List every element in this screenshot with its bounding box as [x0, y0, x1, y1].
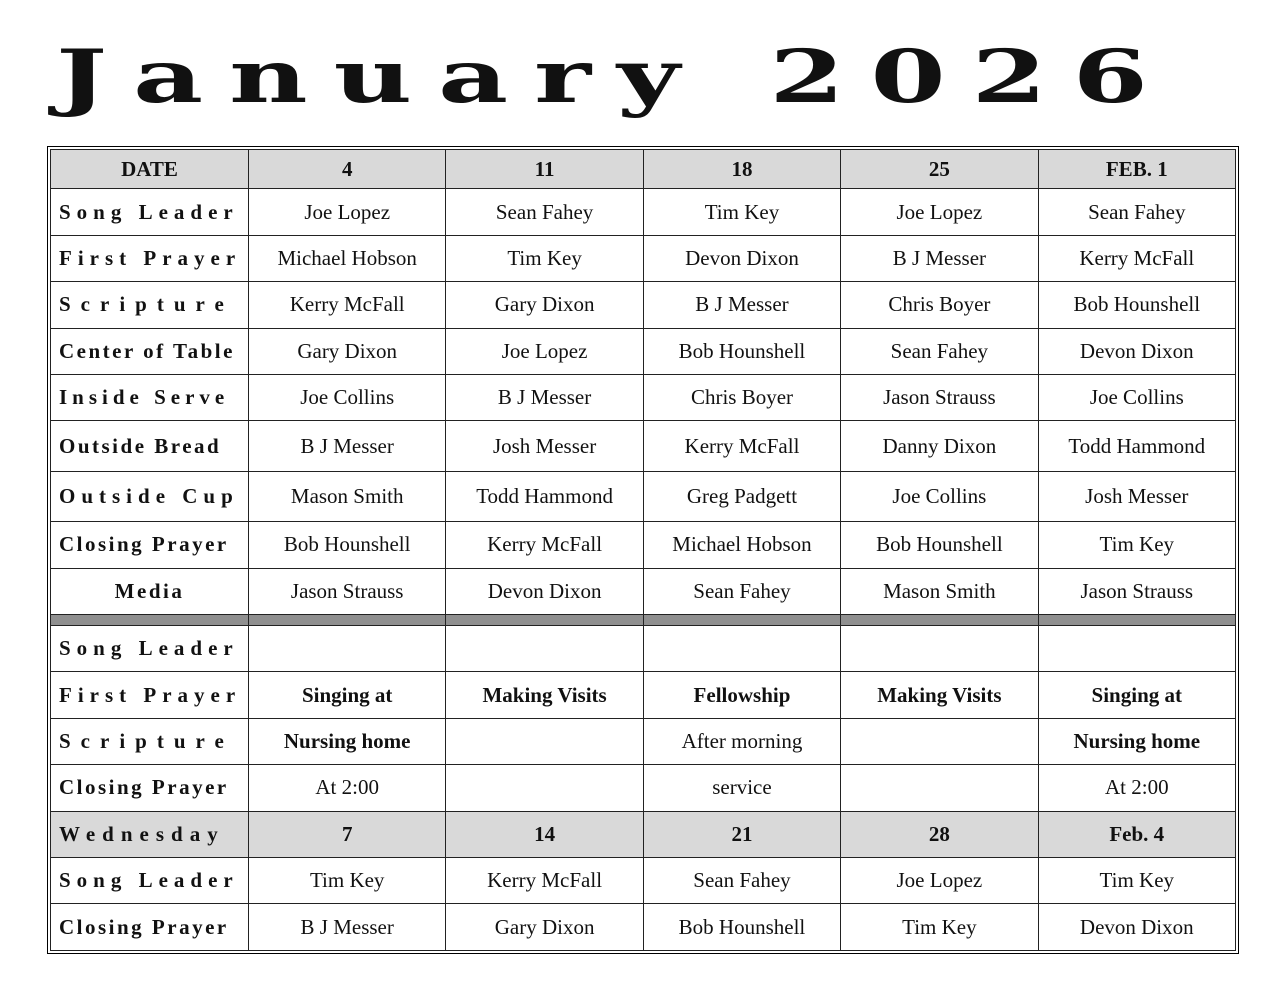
- assignment-cell: Tim Key: [249, 858, 446, 904]
- wednesday-header-row: [51, 811, 1236, 857]
- assignment-cell: At 2:00: [1038, 765, 1235, 811]
- date-cell: 14: [446, 811, 643, 857]
- assignment-cell: Joe Lopez: [841, 189, 1038, 235]
- assignment-cell: Kerry McFall: [1038, 235, 1235, 281]
- assignment-cell: After morning: [643, 718, 840, 764]
- date-cell: 7: [249, 811, 446, 857]
- assignment-cell: Making Visits: [841, 672, 1038, 718]
- section-divider: [51, 614, 1236, 625]
- assignment-cell: Tim Key: [643, 189, 840, 235]
- role-label: Center of Table: [51, 328, 249, 374]
- role-label: Closing Prayer: [51, 522, 249, 568]
- role-label: Song Leader: [51, 189, 249, 235]
- schedule-table: [50, 149, 1236, 951]
- assignment-cell: service: [643, 765, 840, 811]
- assignment-cell: Todd Hammond: [1038, 421, 1235, 471]
- assignment-cell: Singing at: [249, 672, 446, 718]
- divider-cell: [1038, 614, 1235, 625]
- assignment-cell: Joe Lopez: [249, 189, 446, 235]
- assignment-cell: Bob Hounshell: [643, 328, 840, 374]
- role-label: Outside Cup: [51, 471, 249, 521]
- assignment-cell: Todd Hammond: [446, 471, 643, 521]
- assignment-cell: Josh Messer: [446, 421, 643, 471]
- table-row: [51, 522, 1236, 568]
- date-cell: 21: [643, 811, 840, 857]
- date-cell: 11: [446, 150, 643, 189]
- assignment-cell: [446, 626, 643, 672]
- assignment-cell: [249, 626, 446, 672]
- assignment-cell: Fellowship: [643, 672, 840, 718]
- assignment-cell: Sean Fahey: [1038, 189, 1235, 235]
- assignment-cell: Michael Hobson: [643, 522, 840, 568]
- date-header: DATE: [51, 150, 249, 189]
- assignment-cell: Singing at: [1038, 672, 1235, 718]
- table-row: [51, 235, 1236, 281]
- role-label: Scripture: [51, 282, 249, 328]
- assignment-cell: Tim Key: [1038, 858, 1235, 904]
- assignment-cell: Nursing home: [249, 718, 446, 764]
- role-label: Inside Serve: [51, 374, 249, 420]
- assignment-cell: B J Messer: [841, 235, 1038, 281]
- assignment-cell: [841, 718, 1038, 764]
- role-label: Closing Prayer: [51, 904, 249, 951]
- assignment-cell: [446, 765, 643, 811]
- assignment-cell: Danny Dixon: [841, 421, 1038, 471]
- assignment-cell: Michael Hobson: [249, 235, 446, 281]
- assignment-cell: Gary Dixon: [446, 904, 643, 951]
- assignment-cell: Mason Smith: [249, 471, 446, 521]
- role-label: Media: [51, 568, 249, 614]
- table-row: [51, 568, 1236, 614]
- role-label: Outside Bread: [51, 421, 249, 471]
- role-label: Song Leader: [51, 858, 249, 904]
- assignment-cell: Sean Fahey: [446, 189, 643, 235]
- assignment-cell: Chris Boyer: [643, 374, 840, 420]
- assignment-cell: Joe Lopez: [446, 328, 643, 374]
- assignment-cell: Devon Dixon: [643, 235, 840, 281]
- table-row: [51, 471, 1236, 521]
- schedule-table-frame: [47, 146, 1239, 954]
- assignment-cell: Joe Lopez: [841, 858, 1038, 904]
- assignment-cell: Sean Fahey: [643, 858, 840, 904]
- date-cell: 18: [643, 150, 840, 189]
- table-row: [51, 672, 1236, 718]
- divider-cell: [51, 614, 249, 625]
- assignment-cell: Jason Strauss: [1038, 568, 1235, 614]
- role-label: Song Leader: [51, 626, 249, 672]
- date-cell: 4: [249, 150, 446, 189]
- divider-cell: [249, 614, 446, 625]
- table-row: [51, 718, 1236, 764]
- assignment-cell: Gary Dixon: [446, 282, 643, 328]
- wednesday-label: Wednesday: [51, 811, 249, 857]
- table-row: [51, 189, 1236, 235]
- table-row: [51, 421, 1236, 471]
- assignment-cell: Kerry McFall: [446, 858, 643, 904]
- assignment-cell: Jason Strauss: [249, 568, 446, 614]
- assignment-cell: B J Messer: [446, 374, 643, 420]
- assignment-cell: Joe Collins: [841, 471, 1038, 521]
- assignment-cell: [643, 626, 840, 672]
- role-label: Closing Prayer: [51, 765, 249, 811]
- assignment-cell: Sean Fahey: [643, 568, 840, 614]
- assignment-cell: Mason Smith: [841, 568, 1038, 614]
- assignment-cell: Kerry McFall: [643, 421, 840, 471]
- role-label: First Prayer: [51, 672, 249, 718]
- header-row: [51, 150, 1236, 189]
- assignment-cell: [841, 765, 1038, 811]
- assignment-cell: Kerry McFall: [446, 522, 643, 568]
- page-title: January 2026: [56, 33, 1174, 120]
- assignment-cell: Devon Dixon: [1038, 328, 1235, 374]
- table-row: [51, 626, 1236, 672]
- assignment-cell: [446, 718, 643, 764]
- table-row: [51, 374, 1236, 420]
- date-cell: Feb. 4: [1038, 811, 1235, 857]
- assignment-cell: Nursing home: [1038, 718, 1235, 764]
- assignment-cell: [841, 626, 1038, 672]
- table-row: [51, 328, 1236, 374]
- assignment-cell: Bob Hounshell: [249, 522, 446, 568]
- assignment-cell: Chris Boyer: [841, 282, 1038, 328]
- date-cell: 28: [841, 811, 1038, 857]
- table-row: [51, 858, 1236, 904]
- divider-cell: [446, 614, 643, 625]
- assignment-cell: Greg Padgett: [643, 471, 840, 521]
- assignment-cell: [1038, 626, 1235, 672]
- assignment-cell: Bob Hounshell: [841, 522, 1038, 568]
- assignment-cell: Kerry McFall: [249, 282, 446, 328]
- assignment-cell: B J Messer: [249, 904, 446, 951]
- table-row: [51, 904, 1236, 951]
- assignment-cell: Joe Collins: [1038, 374, 1235, 420]
- table-row: [51, 282, 1236, 328]
- assignment-cell: Devon Dixon: [1038, 904, 1235, 951]
- assignment-cell: Making Visits: [446, 672, 643, 718]
- divider-cell: [841, 614, 1038, 625]
- table-row: [51, 765, 1236, 811]
- date-cell: 25: [841, 150, 1038, 189]
- assignment-cell: At 2:00: [249, 765, 446, 811]
- assignment-cell: Sean Fahey: [841, 328, 1038, 374]
- assignment-cell: B J Messer: [643, 282, 840, 328]
- role-label: Scripture: [51, 718, 249, 764]
- assignment-cell: Gary Dixon: [249, 328, 446, 374]
- role-label: First Prayer: [51, 235, 249, 281]
- assignment-cell: Jason Strauss: [841, 374, 1038, 420]
- assignment-cell: Bob Hounshell: [1038, 282, 1235, 328]
- assignment-cell: Tim Key: [446, 235, 643, 281]
- assignment-cell: Tim Key: [1038, 522, 1235, 568]
- date-cell: FEB. 1: [1038, 150, 1235, 189]
- assignment-cell: Josh Messer: [1038, 471, 1235, 521]
- assignment-cell: Devon Dixon: [446, 568, 643, 614]
- assignment-cell: Tim Key: [841, 904, 1038, 951]
- assignment-cell: Joe Collins: [249, 374, 446, 420]
- assignment-cell: Bob Hounshell: [643, 904, 840, 951]
- divider-cell: [643, 614, 840, 625]
- assignment-cell: B J Messer: [249, 421, 446, 471]
